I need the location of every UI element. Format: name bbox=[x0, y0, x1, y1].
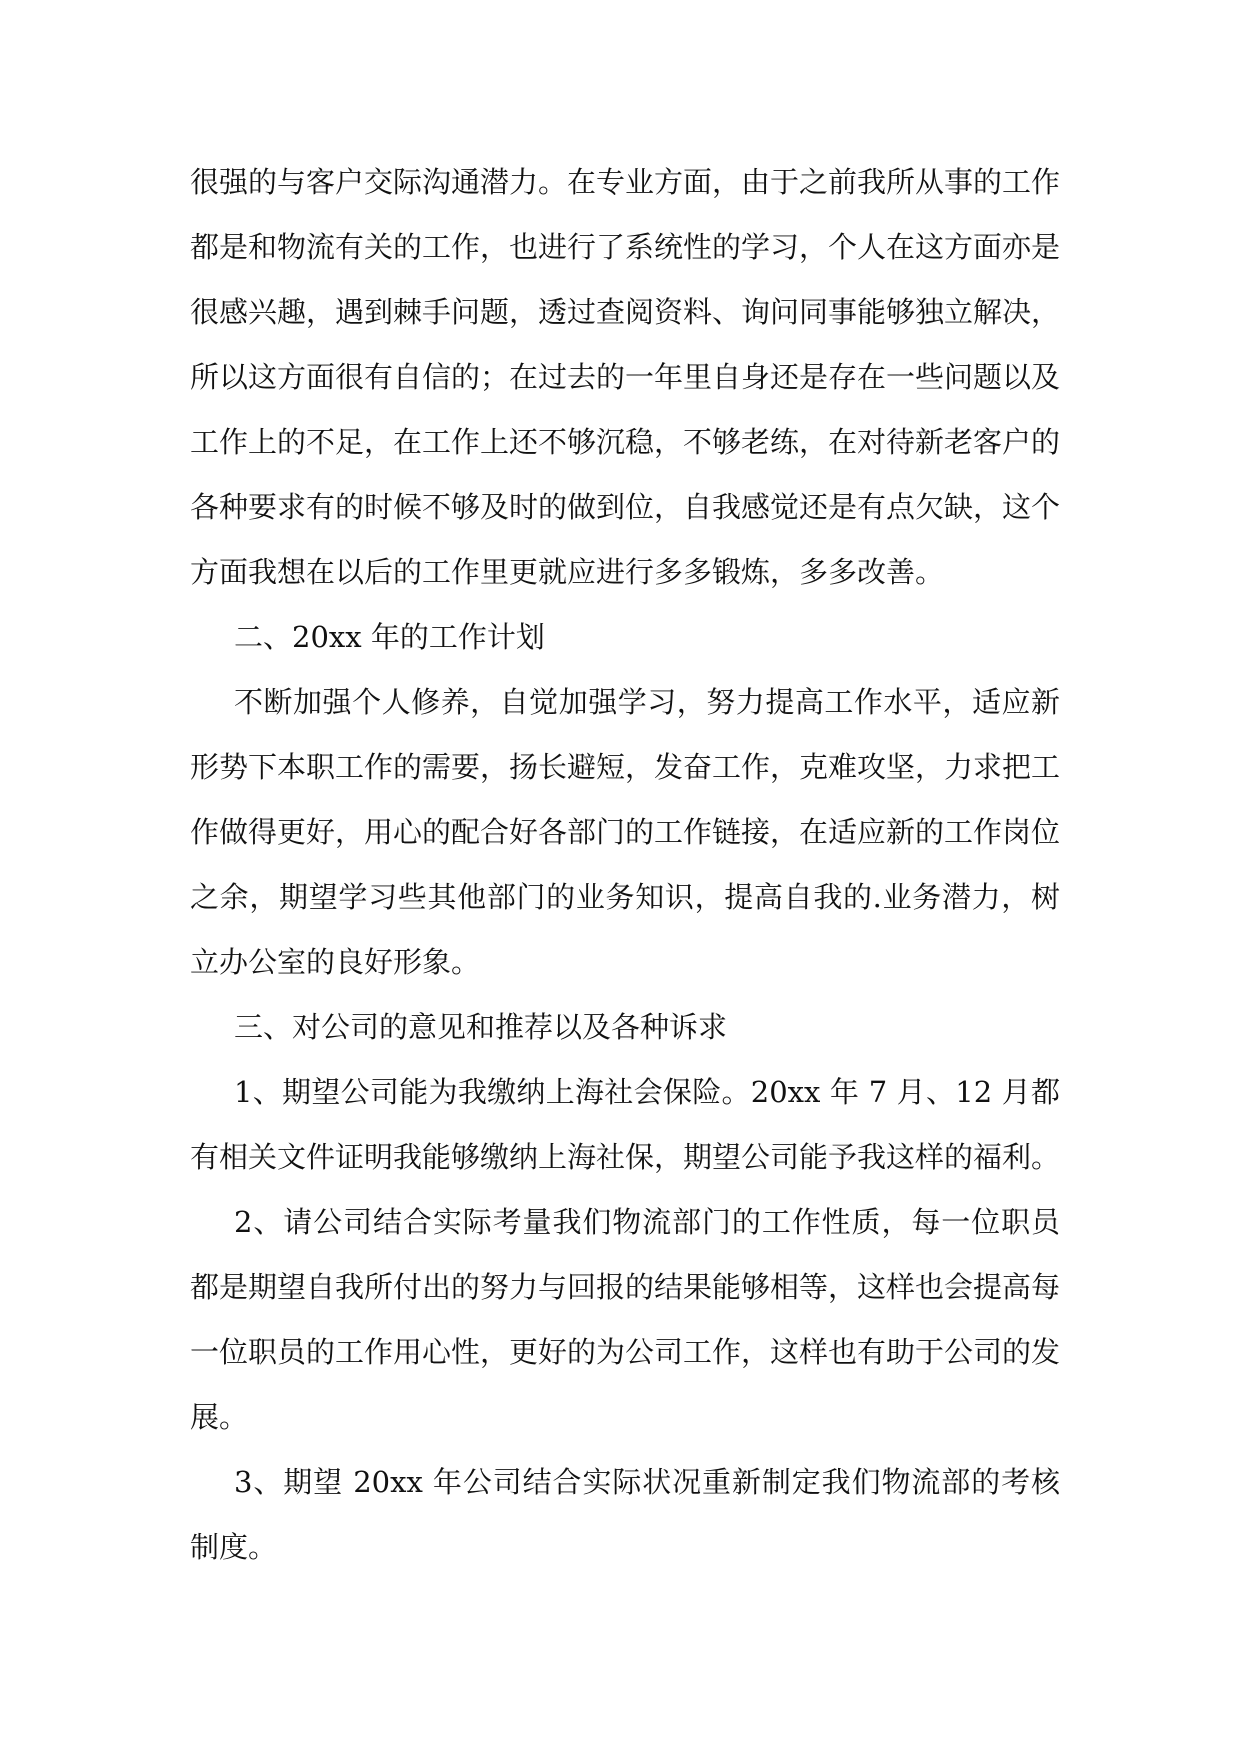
suggestion-item-3: 3、期望 20xx 年公司结合实际状况重新制定我们物流部的考核制度。 bbox=[190, 1465, 1060, 1564]
suggestion-item-1: 1、期望公司能为我缴纳上海社会保险。20xx 年 7 月、12 月都有相关文件证明我能够缴纳上海社保，期望公司能予我这样的福利。 bbox=[190, 1075, 1061, 1174]
paragraph-continuation: 很强的与客户交际沟通潜力。在专业方面，由于之前我所从事的工作都是和物流有关的工作，也进行了系统性的学习，个人在这方面亦是很感兴趣，遇到棘手问题，透过查阅资料、询问同事能够独立解决，所以这方面很有自信的；在过去的一年里自身还是存在一些问题以及工作上的不足，在工作上还不够沉稳，不够老练，在对待新老客户的各种要求有的时候不够及时的做到位，自我感觉还是有点欠缺，这个方面我想在以后的工作里更就应进行多多锻炼，多多改善。 bbox=[190, 165, 1061, 589]
document-body bbox=[190, 150, 1060, 1580]
suggestion-item-2: 2、请公司结合实际考量我们物流部门的工作性质，每一位职员都是期望自我所付出的努力与回报的结果能够相等，这样也会提高每一位职员的工作用心性，更好的为公司工作，这样也有助于公司的发展。 bbox=[190, 1205, 1061, 1434]
section-heading-suggestions: 三、对公司的意见和推荐以及各种诉求 bbox=[234, 1010, 728, 1044]
paragraph-work-plan: 不断加强个人修养，自觉加强学习，努力提高工作水平，适应新形势下本职工作的需要，扬长避短，发奋工作，克难攻坚，力求把工作做得更好，用心的配合好各部门的工作链接，在适应新的工作岗位之余，期望学习些其他部门的业务知识，提高自我的.业务潜力，树立办公室的良好形象。 bbox=[190, 685, 1061, 979]
section-heading-work-plan: 二、20xx 年的工作计划 bbox=[234, 620, 545, 654]
